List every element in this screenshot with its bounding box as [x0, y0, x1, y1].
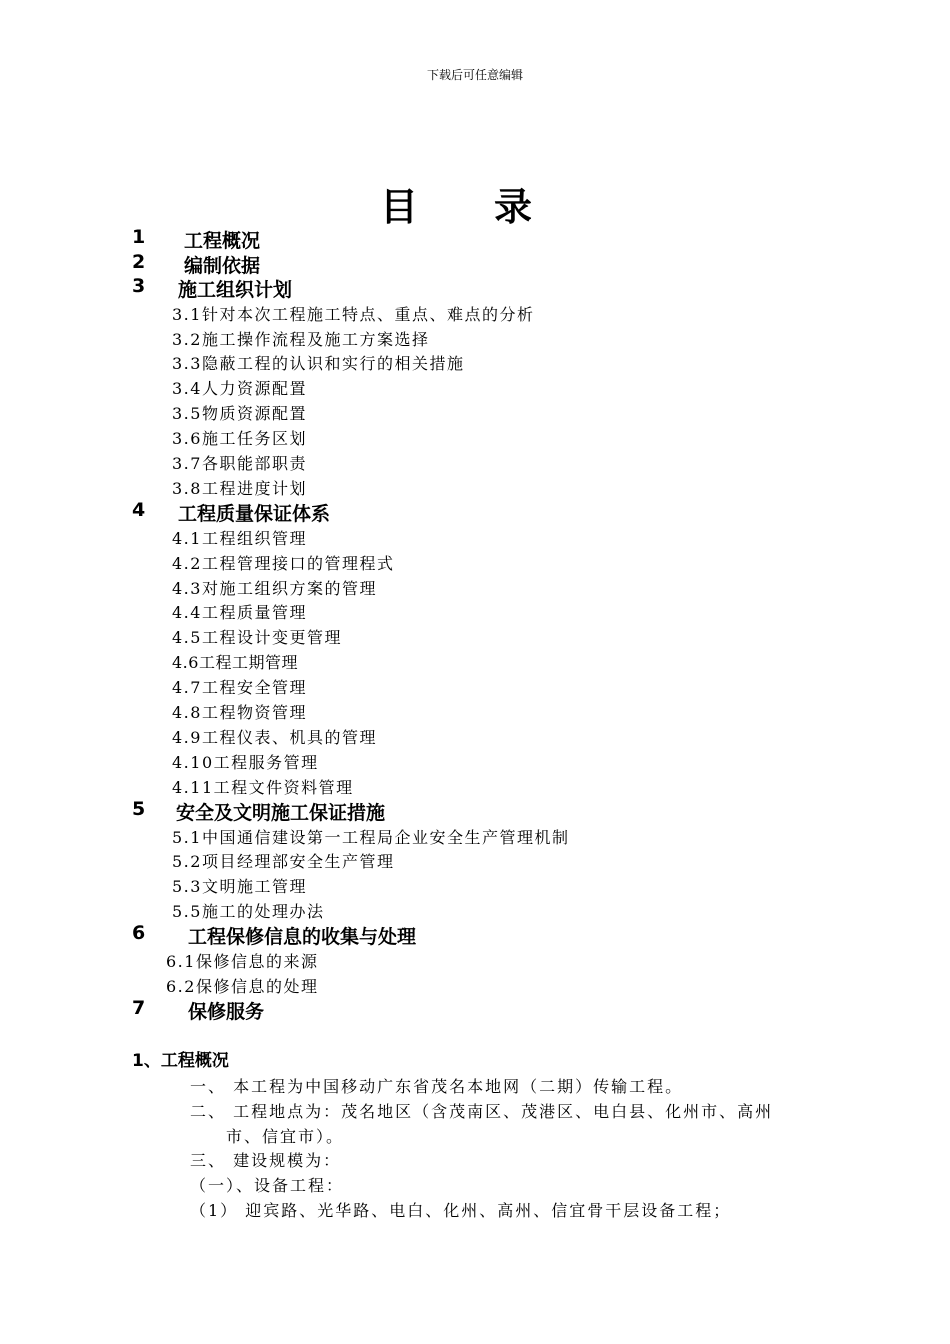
toc-item[interactable]: 4.3对施工组织方案的管理: [172, 579, 377, 598]
toc-chapter-title: 编制依据: [184, 255, 261, 277]
toc-item[interactable]: 4.5工程设计变更管理: [172, 628, 342, 647]
toc-chapter-2[interactable]: [132, 251, 261, 277]
toc-item[interactable]: 3.1针对本次工程施工特点、重点、难点的分析: [172, 305, 535, 324]
toc-chapter-title: 安全及文明施工保证措施: [176, 802, 386, 824]
toc-chapter-title: 工程保修信息的收集与处理: [188, 926, 417, 948]
body-paragraph: 三、 建设规模为：: [190, 1151, 342, 1170]
toc-chapter-5[interactable]: [132, 798, 386, 824]
toc-item[interactable]: 5.5施工的处理办法: [172, 902, 325, 921]
section-heading: 1、工程概况: [132, 1051, 229, 1071]
body-paragraph: 一、 本工程为中国移动广东省茂名本地网（二期）传输工程。: [190, 1077, 684, 1096]
toc-item[interactable]: 3.4人力资源配置: [172, 379, 307, 398]
toc-chapter-7[interactable]: [132, 997, 265, 1023]
toc-item[interactable]: 3.6施工任务区划: [172, 429, 307, 448]
toc-chapter-num: 1: [132, 226, 146, 248]
toc-chapter-num: 7: [132, 997, 146, 1019]
toc-item[interactable]: 4.7工程安全管理: [172, 678, 307, 697]
body-paragraph: 二、 工程地点为：茂名地区（含茂南区、茂港区、电白县、化州市、高州: [190, 1102, 774, 1121]
toc-item[interactable]: 3.2施工操作流程及施工方案选择: [172, 330, 430, 349]
toc-chapter-title: 施工组织计划: [178, 279, 293, 301]
toc-item[interactable]: 4.2工程管理接口的管理程式: [172, 554, 395, 573]
toc-title-right: 录: [494, 185, 533, 229]
toc-item[interactable]: 3.8工程进度计划: [172, 479, 307, 498]
header-note: 下载后可任意编辑: [426, 68, 523, 82]
toc-chapter-num: 3: [132, 275, 146, 297]
toc-item[interactable]: 4.11工程文件资料管理: [172, 778, 354, 797]
toc-chapter-title: 保修服务: [188, 1001, 265, 1023]
toc-item[interactable]: 4.6工程工期管理: [172, 653, 298, 672]
toc-item[interactable]: 3.7各职能部职责: [172, 454, 307, 473]
toc-chapter-6[interactable]: [132, 922, 417, 948]
body-paragraph: （一）、设备工程：: [190, 1176, 345, 1195]
toc-chapter-4[interactable]: [132, 499, 331, 525]
toc-chapter-num: 2: [132, 251, 146, 273]
toc-item[interactable]: 4.1工程组织管理: [172, 529, 307, 548]
body-paragraph: 市、信宜市）。: [226, 1127, 345, 1146]
toc-item[interactable]: 4.10工程服务管理: [172, 753, 319, 772]
toc-chapter-num: 5: [132, 798, 146, 820]
toc-item[interactable]: 3.5物质资源配置: [172, 404, 307, 423]
toc-item[interactable]: 6.2保修信息的处理: [166, 977, 319, 996]
body-paragraph: （1） 迎宾路、光华路、电白、化州、高州、信宜骨干层设备工程；: [190, 1201, 732, 1220]
toc-title: [380, 176, 532, 231]
toc-item[interactable]: 5.3文明施工管理: [172, 877, 307, 896]
toc-chapter-3[interactable]: [132, 275, 293, 301]
toc-item[interactable]: 4.9工程仪表、机具的管理: [172, 728, 377, 747]
toc-item[interactable]: 5.1中国通信建设第一工程局企业安全生产管理机制: [172, 828, 570, 847]
toc-chapter-1[interactable]: [132, 226, 261, 252]
toc-chapter-title: 工程质量保证体系: [178, 503, 331, 525]
toc-item[interactable]: 4.8工程物资管理: [172, 703, 307, 722]
toc-chapter-num: 6: [132, 922, 146, 944]
toc-chapter-num: 4: [132, 499, 146, 521]
toc-chapter-title: 工程概况: [184, 230, 261, 252]
toc-item[interactable]: 6.1保修信息的来源: [166, 952, 319, 971]
toc-title-left: 目: [380, 185, 419, 229]
toc-item[interactable]: 4.4工程质量管理: [172, 603, 307, 622]
toc-item[interactable]: 3.3隐蔽工程的认识和实行的相关措施: [172, 354, 465, 373]
toc-item[interactable]: 5.2项目经理部安全生产管理: [172, 852, 395, 871]
